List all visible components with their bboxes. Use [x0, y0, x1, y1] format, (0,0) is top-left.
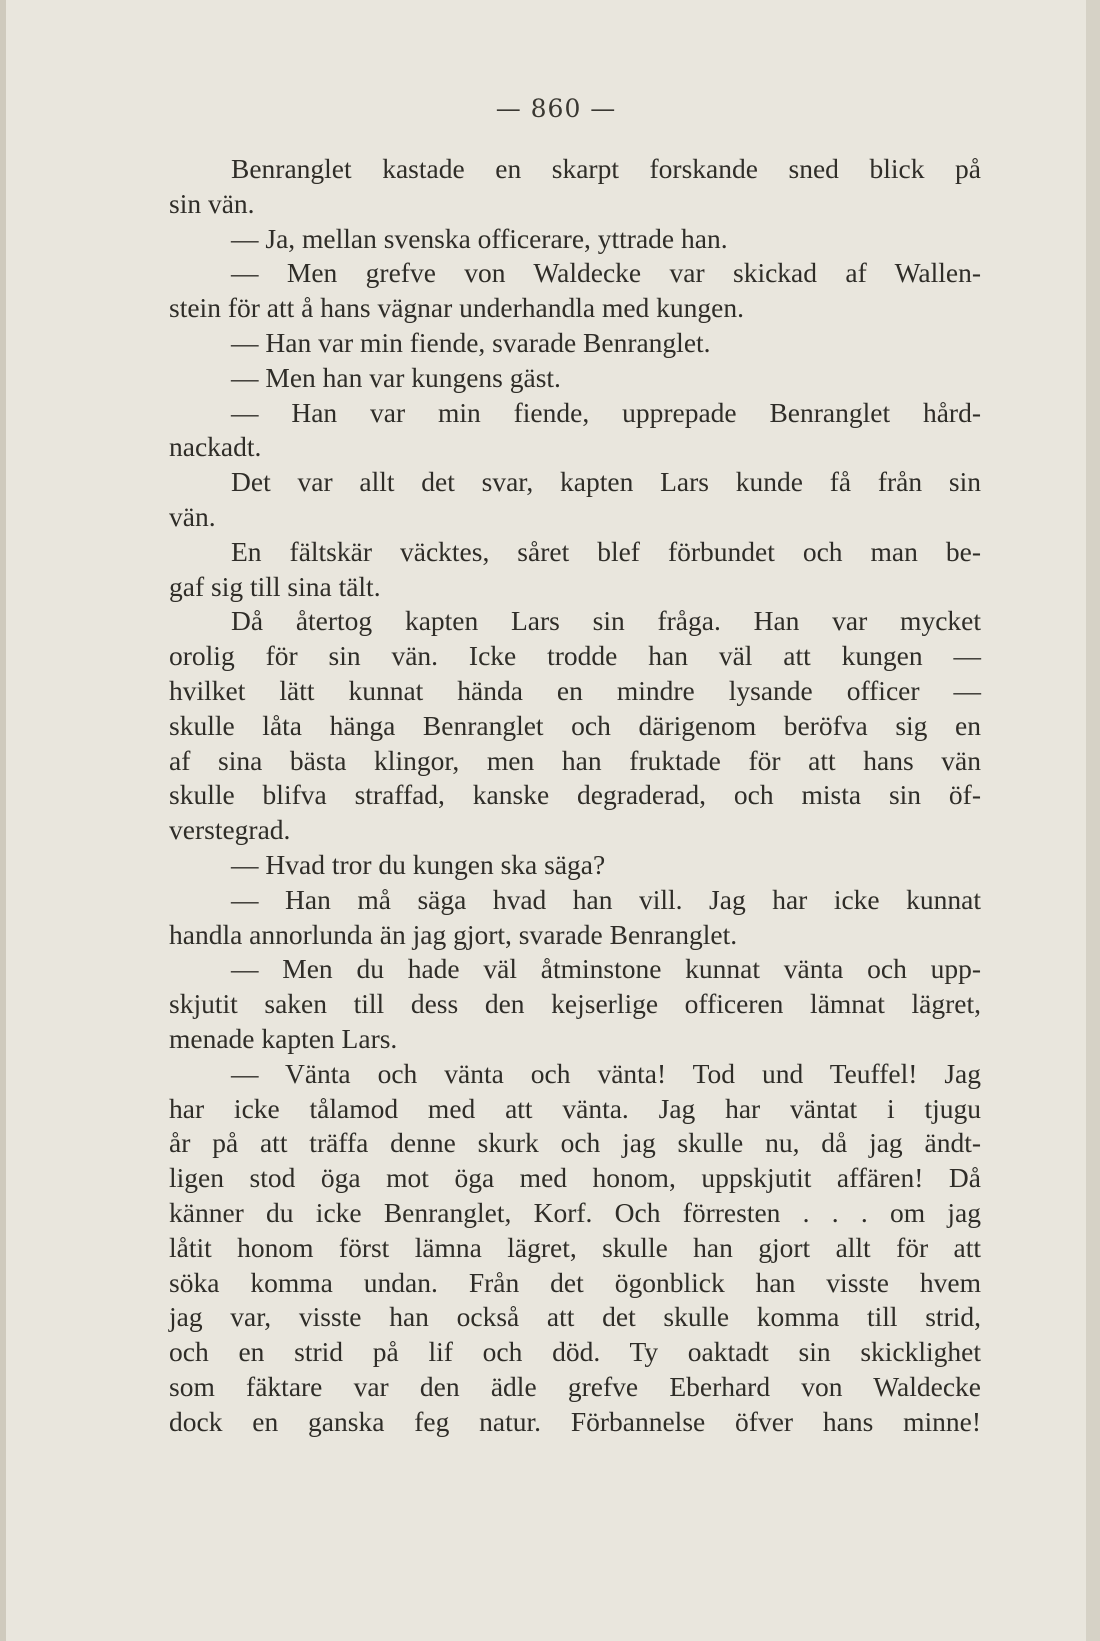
text-line: skulle blifva straffad, kanske degraderad, och mista sin öf- [169, 779, 981, 811]
text-line: känner du icke Benranglet, Korf. Och förresten . . . om jag [169, 1196, 981, 1228]
text-line: — Han må säga hvad han vill. Jag har icke kunnat [231, 883, 981, 915]
text-line: — Hvad tror du kungen ska säga? [231, 848, 606, 880]
text-line: låtit honom först lämna lägret, skulle han gjort allt för att [169, 1231, 981, 1263]
text-line: gaf sig till sina tält. [169, 570, 381, 602]
text-line: Då återtog kapten Lars sin fråga. Han var mycket [231, 605, 981, 637]
text-line: skulle låta hänga Benranglet och därigenom beröfva sig en [169, 709, 981, 741]
text-line: har icke tålamod med att vänta. Jag har väntat i tjugu [169, 1092, 981, 1124]
text-line: verstegrad. [169, 814, 291, 846]
text-line: — Men du hade väl åtminstone kunnat vänta och upp- [231, 953, 981, 985]
text-line: år på att träffa denne skurk och jag skulle nu, då jag ändt- [169, 1127, 981, 1159]
text-line: dock en ganska feg natur. Förbannelse öfver hans minne! [169, 1405, 981, 1437]
text-line: En fältskär väcktes, såret blef förbundet och man be- [231, 535, 981, 567]
text-line: söka komma undan. Från det ögonblick han visste hvem [169, 1266, 981, 1298]
text-line: — Men han var kungens gäst. [231, 361, 561, 393]
text-line: skjutit saken till dess den kejserlige officeren lämnat lägret, [169, 988, 981, 1020]
text-line: ligen stod öga mot öga med honom, uppskjutit affären! Då [169, 1162, 981, 1194]
text-line: — Han var min fiende, upprepade Benranglet hård- [231, 396, 981, 428]
page-number: — 860 — [495, 94, 617, 123]
text-line: — Ja, mellan svenska officerare, yttrade han. [231, 222, 728, 254]
text-line: stein för att å hans vägnar underhandla med kungen. [169, 292, 745, 324]
text-line: hvilket lätt kunnat hända en mindre lysande officer — [169, 674, 981, 706]
text-line: menade kapten Lars. [169, 1022, 398, 1054]
text-line: sin vän. [169, 187, 255, 219]
text-line: af sina bästa klingor, men han fruktade för att hans vän [169, 744, 981, 776]
text-line: Benranglet kastade en skarpt forskande sned blick på [231, 153, 981, 184]
text-line: orolig för sin vän. Icke trodde han väl att kungen — [169, 640, 981, 672]
text-line: handla annorlunda än jag gjort, svarade Benranglet. [169, 918, 738, 950]
text-line: — Vänta och vänta och vänta! Tod und Teuffel! Jag [231, 1057, 981, 1089]
body-text [169, 152, 981, 1439]
text-line: — Men grefve von Waldecke var skickad af Wallen- [231, 257, 981, 289]
text-line: som fäktare var den ädle grefve Eberhard von Waldecke [169, 1370, 981, 1402]
text-line: — Han var min fiende, svarade Benranglet. [231, 326, 711, 358]
text-line: nackadt. [169, 431, 262, 463]
text-line: jag var, visste han också att det skulle komma till strid, [169, 1301, 981, 1333]
text-line: vän. [169, 500, 216, 532]
text-line: Det var allt det svar, kapten Lars kunde få från sin [231, 466, 981, 498]
text-line: och en strid på lif och död. Ty oaktadt sin skicklighet [169, 1336, 981, 1368]
